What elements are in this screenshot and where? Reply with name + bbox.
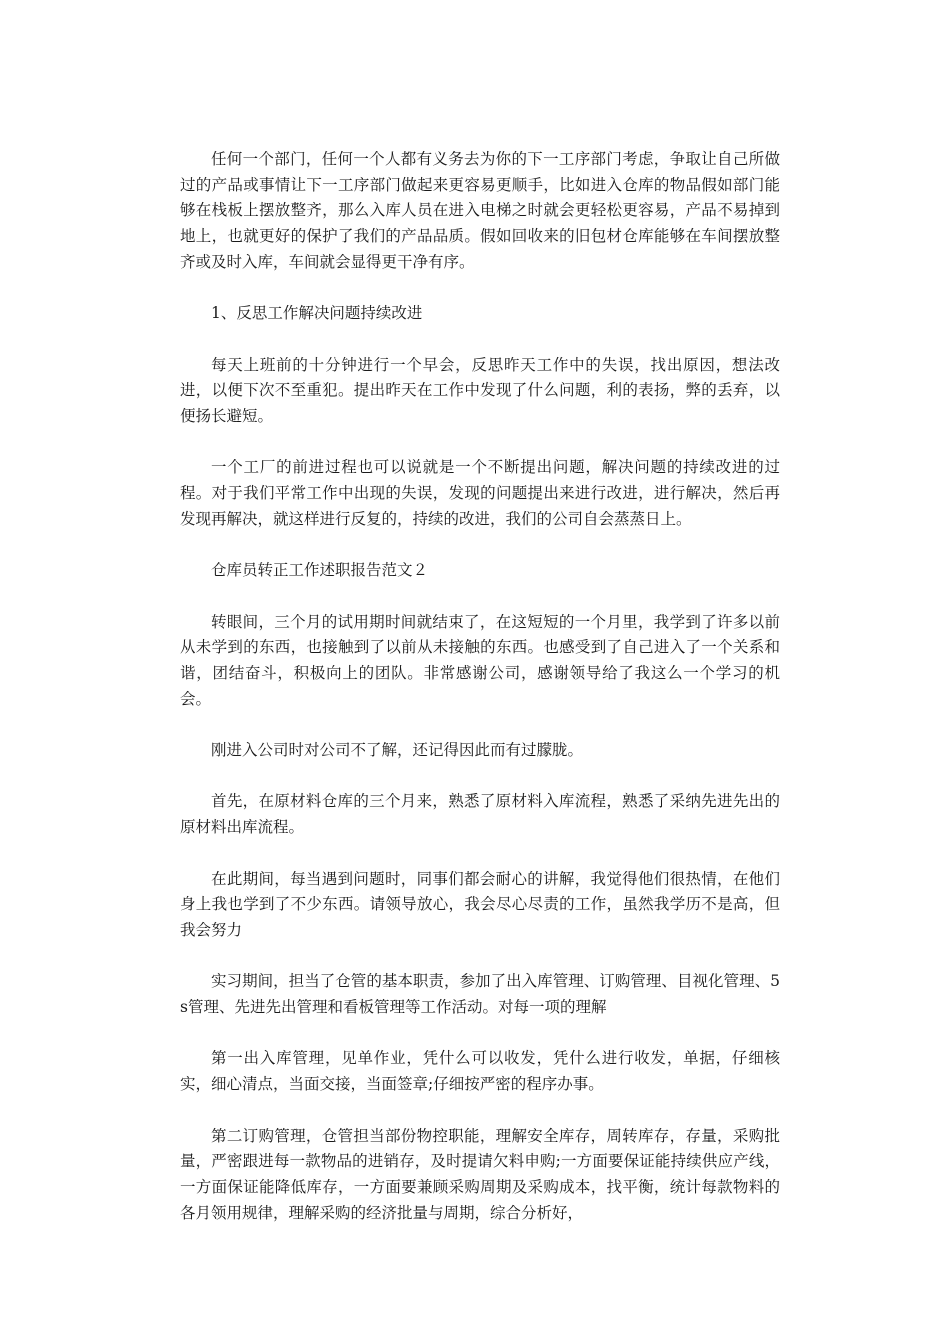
paragraph: 在此期间，每当遇到问题时，同事们都会耐心的讲解，我觉得他们很热情，在他们身上我也学到了不少东西。请领导放心，我会尽心尽责的工作，虽然我学历不是高，但我会努力 xyxy=(180,869,780,939)
paragraph: 刚进入公司时对公司不了解，还记得因此而有过朦胧。 xyxy=(211,741,584,760)
paragraph: 任何一个部门，任何一个人都有义务去为你的下一工序部门考虑，争取让自己所做过的产品或事情让下一工序部门做起来更容易更顺手，比如进入仓库的物品假如部门能够在栈板上摆放整齐，那么入库人员在进入电梯之时就会更轻松更容易，产品不易掉到地上，也就更好的保护了我们的产品品质。假如回收来的旧包材仓库能够在车间摆放整齐或及时入库，车间就会显得更干净有序。 xyxy=(180,150,780,271)
document-body xyxy=(180,147,780,1226)
paragraph: 每天上班前的十分钟进行一个早会，反思昨天工作中的失误，找出原因，想法改进，以便下次不至重犯。提出昨天在工作中发现了什么问题，利的表扬，弊的丢弃，以便扬长避短。 xyxy=(180,355,780,425)
paragraph: 转眼间，三个月的试用期时间就结束了，在这短短的一个月里，我学到了许多以前从未学到的东西，也接触到了以前从未接触的东西。也感受到了自己进入了一个关系和谐，团结奋斗，积极向上的团队。非常感谢公司，感谢领导给了我这么一个学习的机会。 xyxy=(180,612,780,708)
section-heading: 1、反思工作解决问题持续改进 xyxy=(211,304,423,323)
paragraph: 第二订购管理，仓管担当部份物控职能，理解安全库存，周转库存，存量，采购批量，严密跟进每一款物品的进销存，及时提请欠料申购;一方面要保证能持续供应产线，一方面保证能降低库存，一方面要兼顾采购周期及采购成本，找平衡，统计每款物料的各月领用规律，理解采购的经济批量与周期，综合分析好， xyxy=(180,1126,780,1222)
paragraph: 第一出入库管理，见单作业，凭什么可以收发，凭什么进行收发，单据，仔细核实，细心清点，当面交接，当面签章;仔细按严密的程序办事。 xyxy=(180,1049,780,1094)
paragraph: 一个工厂的前进过程也可以说就是一个不断提出问题，解决问题的持续改进的过程。对于我们平常工作中出现的失误，发现的问题提出来进行改进，进行解决，然后再发现再解决，就这样进行反复的，持续的改进，我们的公司自会蒸蒸日上。 xyxy=(180,458,780,528)
section-heading: 仓库员转正工作述职报告范文２ xyxy=(211,561,429,580)
paragraph: 首先，在原材料仓库的三个月来，熟悉了原材料入库流程，熟悉了采纳先进先出的原材料出库流程。 xyxy=(180,792,780,837)
paragraph: 实习期间，担当了仓管的基本职责，参加了出入库管理、订购管理、目视化管理、5s管理、先进先出管理和看板管理等工作活动。对每一项的理解 xyxy=(180,972,780,1017)
